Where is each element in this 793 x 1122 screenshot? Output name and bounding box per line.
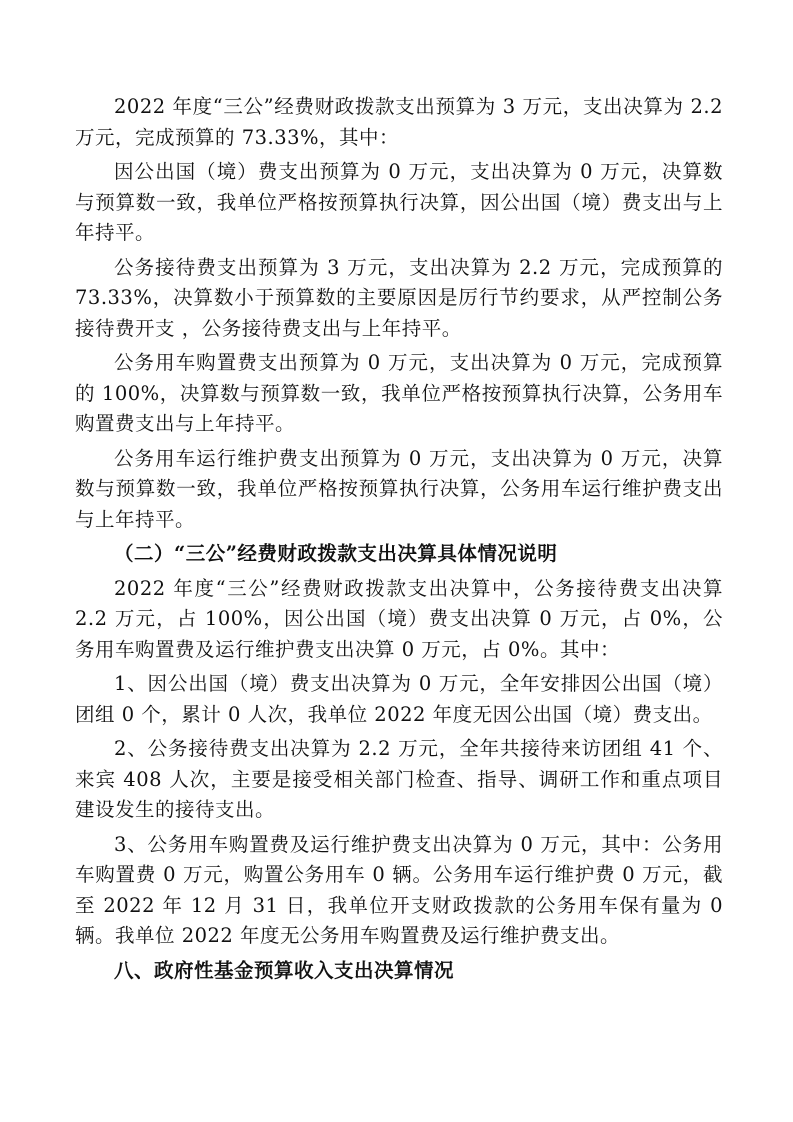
paragraph-details-item-3: 3、公务用车购置费及运行维护费支出决算为 0 万元，其中：公务用车购置费 0 万元，购置公务用车 0 辆。公务用车运行维护费 0 万元，截至 2022 年 12 月 31 日，我单位开支财政拨款的公务用车保有量为 0 辆。我单位 2022 年度无公务用车购置费及运行维护费支出。 — [75, 832, 723, 947]
section-heading-three-public-details: （二）“三公”经费财政拨款支出决算具体情况说明 — [114, 542, 558, 565]
paragraph-official-reception: 公务接待费支出预算为 3 万元，支出决算为 2.2 万元，完成预算的 73.33%，决算数小于预算数的主要原因是厉行节约要求，从严控制公务接待费开支 ，公务接待费支出与上年持平。 — [75, 255, 723, 340]
paragraph-overseas-travel: 因公出国（境）费支出预算为 0 万元，支出决算为 0 万元，决算数与预算数一致，我单位严格按预算执行决算，因公出国（境）费支出与上年持平。 — [75, 160, 723, 244]
paragraph-details-item-1: 1、因公出国（境）费支出决算为 0 万元，全年安排因公出国（境）团组 0 个，累计 0 人次，我单位 2022 年度无因公出国（境）费支出。 — [75, 672, 723, 726]
paragraph-vehicle-operation: 公务用车运行维护费支出预算为 0 万元，支出决算为 0 万元，决算数与预算数一致，我单位严格按预算执行决算，公务用车运行维护费支出与上年持平。 — [75, 446, 723, 531]
paragraph-details-item-2: 2、公务接待费支出决算为 2.2 万元，全年共接待来访团组 41 个、来宾 408 人次，主要是接受相关部门检查、指导、调研工作和重点项目建设发生的接待支出。 — [75, 737, 723, 821]
paragraph-details-summary: 2022 年度“三公”经费财政拨款支出决算中，公务接待费支出决算 2.2 万元，占 100%，因公出国（境）费支出决算 0 万元，占 0%，公务用车购置费及运行维护费支出决算 0 万元，占 0%。其中： — [75, 576, 723, 661]
paragraph-vehicle-purchase: 公务用车购置费支出预算为 0 万元，支出决算为 0 万元，完成预算的 100%，决算数与预算数一致，我单位严格按预算执行决算，公务用车购置费支出与上年持平。 — [75, 351, 723, 435]
paragraph-three-public-summary: 2022 年度“三公”经费财政拨款支出预算为 3 万元，支出决算为 2.2 万元，完成预算的 73.33%，其中： — [75, 95, 723, 149]
document-page — [75, 92, 723, 990]
section-heading-government-fund: 八、政府性基金预算收入支出决算情况 — [114, 958, 455, 982]
